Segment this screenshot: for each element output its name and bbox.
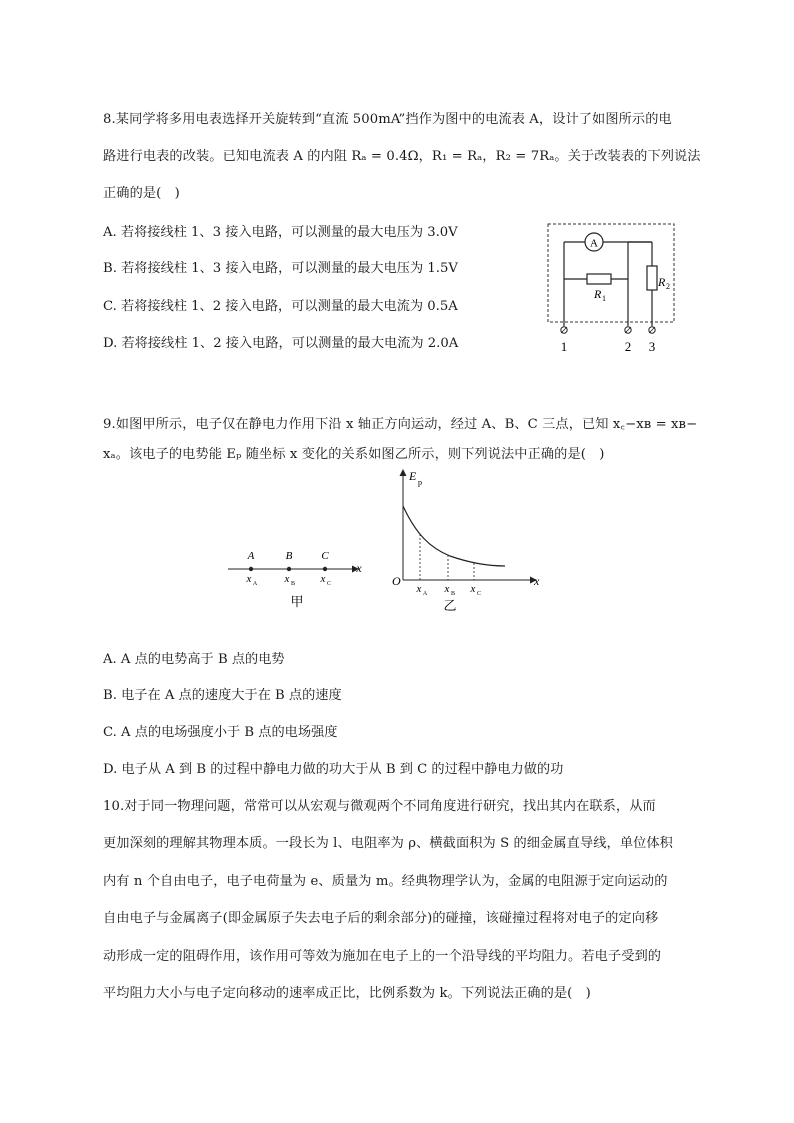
tick-xb: x bbox=[444, 583, 450, 595]
ep-axis-subscript: p bbox=[418, 478, 422, 487]
point-a bbox=[249, 567, 253, 571]
terminal-3 bbox=[649, 327, 655, 333]
q10-line-3: 内有 n 个自由电子，电子电荷量为 e、质量为 m。经典物理学认为，金属的电阻源于定向运动的 bbox=[103, 874, 668, 889]
tick-xb-sub: B bbox=[450, 591, 456, 597]
q9-option-c: C. A 点的电场强度小于 B 点的电场强度 bbox=[103, 725, 338, 740]
tick-xc: x bbox=[470, 583, 476, 595]
ammeter-label: A bbox=[590, 237, 598, 250]
r2-label: R bbox=[658, 275, 666, 289]
q9-line-2: xₐ。该电子的电势能 Eₚ 随坐标 x 变化的关系如图乙所示，则下列说法中正确的是( ) bbox=[103, 447, 605, 462]
q8-option-a: A. 若将接线柱 1、3 接入电路，可以测量的最大电压为 3.0V bbox=[103, 225, 458, 240]
r1-label: R bbox=[594, 287, 602, 301]
q8-option-b: B. 若将接线柱 1、3 接入电路，可以测量的最大电压为 1.5V bbox=[103, 261, 458, 276]
tick-xc: x bbox=[320, 573, 326, 585]
label-a: A bbox=[247, 550, 255, 562]
terminal-2-label: 2 bbox=[624, 339, 632, 354]
tick-xc-sub: C bbox=[476, 591, 482, 597]
tick-xa: x bbox=[416, 583, 422, 595]
q8-line-2: 路进行电表的改装。已知电流表 A 的内阻 Rₐ = 0.4Ω，R₁ = Rₐ，R₂ = 7Rₐ。关于改装表的下列说法 bbox=[103, 149, 701, 164]
tick-xa-sub: A bbox=[422, 591, 428, 597]
x-axis-label: x bbox=[534, 574, 540, 588]
q9-option-a: A. A 点的电势高于 B 点的电势 bbox=[103, 652, 285, 667]
r1-resistor bbox=[587, 274, 611, 284]
r2-resistor bbox=[647, 266, 657, 290]
q10-line-1: 10.对于同一物理问题，常常可以从宏观与微观两个不同角度进行研究，找出其内在联系，从而 bbox=[103, 799, 656, 814]
ammeter-symbol bbox=[585, 233, 603, 251]
terminal-3-label: 3 bbox=[648, 339, 656, 354]
ep-axis-label: E bbox=[409, 469, 417, 483]
tick-xa: x bbox=[246, 573, 252, 585]
axis-label-x: x bbox=[356, 561, 362, 575]
q8-circuit-diagram bbox=[540, 218, 685, 358]
caption-jia: 甲 bbox=[290, 595, 304, 610]
q8-option-c: C. 若将接线柱 1、2 接入电路，可以测量的最大电流为 0.5A bbox=[103, 299, 458, 314]
terminal-2 bbox=[625, 327, 631, 333]
q9-option-d: D. 电子从 A 到 B 的过程中静电力做的功大于从 B 到 C 的过程中静电力做的功 bbox=[103, 762, 564, 777]
q8-line-3: 正确的是( ) bbox=[103, 186, 180, 201]
label-c: C bbox=[321, 550, 329, 562]
caption-yi: 乙 bbox=[443, 599, 457, 614]
terminal-1 bbox=[561, 327, 567, 333]
tick-xa-sub: A bbox=[252, 581, 258, 587]
q10-line-4: 自由电子与金属离子(即金属原子失去电子后的剩余部分)的碰撞，该碰撞过程将对电子的定向移 bbox=[103, 911, 659, 926]
tick-xc-sub: C bbox=[326, 581, 332, 587]
point-b bbox=[287, 567, 291, 571]
q8-option-d: D. 若将接线柱 1、2 接入电路，可以测量的最大电流为 2.0A bbox=[103, 336, 459, 351]
r2-subscript: 2 bbox=[666, 282, 670, 291]
q10-line-2: 更加深刻的理解其物理本质。一段长为 l、电阻率为 ρ、横截面积为 S 的细金属直导线，单位体积 bbox=[103, 836, 673, 851]
terminal-1-label: 1 bbox=[560, 339, 568, 354]
label-b: B bbox=[285, 550, 293, 562]
tick-xb: x bbox=[284, 573, 290, 585]
q9-figure-yi bbox=[388, 462, 548, 614]
q10-line-6: 平均阻力大小与电子定向移动的速率成正比，比例系数为 k。下列说法正确的是( ) bbox=[103, 986, 591, 1001]
q9-line-1: 9.如图甲所示，电子仅在静电力作用下沿 x 轴正方向运动，经过 A、B、C 三点，已知 x꜀−xʙ = xʙ− bbox=[103, 417, 698, 432]
q9-figure-jia bbox=[222, 540, 372, 615]
point-c bbox=[323, 567, 327, 571]
ep-curve bbox=[403, 506, 505, 566]
q10-line-5: 动形成一定的阻碍作用，该作用可等效为施加在电子上的一个沿导线的平均阻力。若电子受到的 bbox=[103, 949, 662, 964]
origin-label: O bbox=[392, 574, 401, 588]
r1-subscript: 1 bbox=[602, 294, 606, 303]
q8-line-1: 8.某同学将多用电表选择开关旋转到“直流 500mA”挡作为图中的电流表 A，设计了如图所示的电 bbox=[103, 112, 672, 127]
q9-option-b: B. 电子在 A 点的速度大于在 B 点的速度 bbox=[103, 688, 342, 703]
tick-xb-sub: B bbox=[290, 581, 296, 587]
